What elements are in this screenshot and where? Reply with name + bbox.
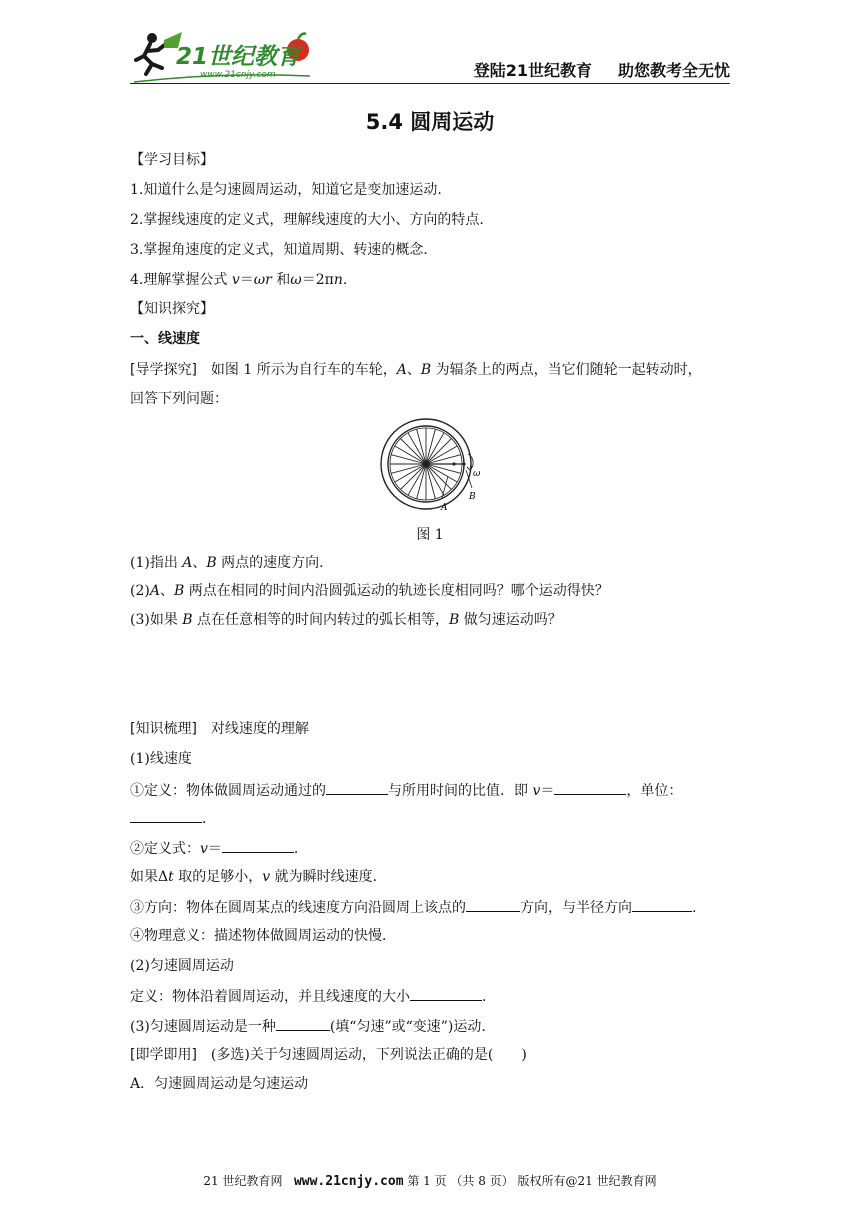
- blank-radius-relation[interactable]: [632, 897, 692, 912]
- blank-unit[interactable]: [130, 808, 202, 823]
- question-2: (2)A、B 两点在相同的时间内沿圆弧运动的轨迹长度相同吗？哪个运动得快？: [130, 583, 609, 599]
- header-slogan: [474, 58, 730, 81]
- definition-line: ①定义：物体做圆周运动通过的 与所用时间的比值．即 v＝ ，单位：: [130, 780, 682, 800]
- logo-text: 21世纪教育: [176, 44, 301, 70]
- label-B: B: [469, 492, 476, 502]
- section-linear-velocity: 一、线速度: [130, 331, 200, 347]
- objective-3: 3.掌握角速度的定义式，知道周期、转速的概念.: [130, 242, 428, 258]
- objectives-heading: 【学习目标】: [130, 152, 214, 168]
- site-logo: [130, 26, 320, 86]
- label-A: A: [441, 503, 448, 513]
- question-3: (3)如果 B 点在任意相等的时间内转过的弧长相等，B 做匀速运动吗？: [130, 612, 562, 628]
- bicycle-wheel-figure: [376, 418, 486, 522]
- guide-paragraph-line1: [导学探究] 如图 1 所示为自行车的车轮，A、B 为辐条上的两点，当它们随轮一起转动时，: [130, 362, 702, 378]
- figure-caption: 图 1: [416, 527, 444, 543]
- objective-2: 2.掌握线速度的定义式，理解线速度的大小、方向的特点.: [130, 212, 484, 228]
- page-title: 5.4 圆周运动: [365, 110, 495, 134]
- footer-site: 21 世纪教育网: [203, 1174, 283, 1188]
- blank-v-formula[interactable]: [554, 780, 626, 795]
- formula-line: ②定义式：v＝ .: [130, 838, 298, 858]
- slogan-login: 登陆21世纪教育: [473, 61, 592, 80]
- uniform-definition-line: 定义：物体沿着圆周运动，并且线速度的大小 .: [130, 986, 486, 1006]
- objective-4: 4.理解掌握公式 v＝ωr 和ω＝2πn.: [130, 272, 348, 288]
- knowledge-item-3: (3)匀速圆周运动是一种 (填“匀速”或“变速”)运动.: [130, 1016, 486, 1036]
- header-divider: [130, 83, 730, 84]
- slogan-help: 助您教考全无忧: [617, 61, 730, 80]
- question-1: (1)指出 A、B 两点的速度方向.: [130, 555, 324, 571]
- knowledge-item-2: (2)匀速圆周运动: [130, 958, 234, 974]
- footer-page-info: 第 1 页 （共 8 页） 版权所有@21 世纪教育网: [403, 1174, 657, 1188]
- page-footer: [0, 1172, 860, 1189]
- guide-paragraph-line2: 回答下列问题：: [130, 391, 228, 407]
- blank-motion-type[interactable]: [276, 1016, 330, 1031]
- label-omega: ω: [473, 469, 481, 479]
- instant-velocity-line: 如果Δt 取的足够小，v 就为瞬时线速度.: [130, 869, 378, 885]
- blank-arc-length[interactable]: [326, 780, 388, 795]
- blank-uniform[interactable]: [410, 986, 482, 1001]
- blank-definition-formula[interactable]: [222, 838, 294, 853]
- footer-url[interactable]: www.21cnjy.com: [293, 1174, 404, 1189]
- option-a[interactable]: A．匀速圆周运动是匀速运动: [130, 1076, 309, 1092]
- knowledge-item-1: (1)线速度: [130, 751, 192, 767]
- blank-direction[interactable]: [466, 897, 520, 912]
- page-header: [130, 20, 730, 82]
- definition-unit-line: .: [130, 808, 206, 828]
- knowledge-heading: [知识梳理] 对线速度的理解: [130, 721, 309, 737]
- practice-question: [即学即用] (多选)关于匀速圆周运动，下列说法正确的是( ): [130, 1047, 527, 1063]
- logo-url: www.21cnjy.com: [200, 70, 276, 80]
- objective-1: 1.知道什么是匀速圆周运动，知道它是变加速运动.: [130, 182, 442, 198]
- explore-heading: 【知识探究】: [130, 301, 214, 317]
- physical-meaning-line: ④物理意义：描述物体做圆周运动的快慢.: [130, 928, 387, 944]
- direction-line: ③方向：物体在圆周某点的线速度方向沿圆周上该点的 方向，与半径方向 .: [130, 897, 696, 917]
